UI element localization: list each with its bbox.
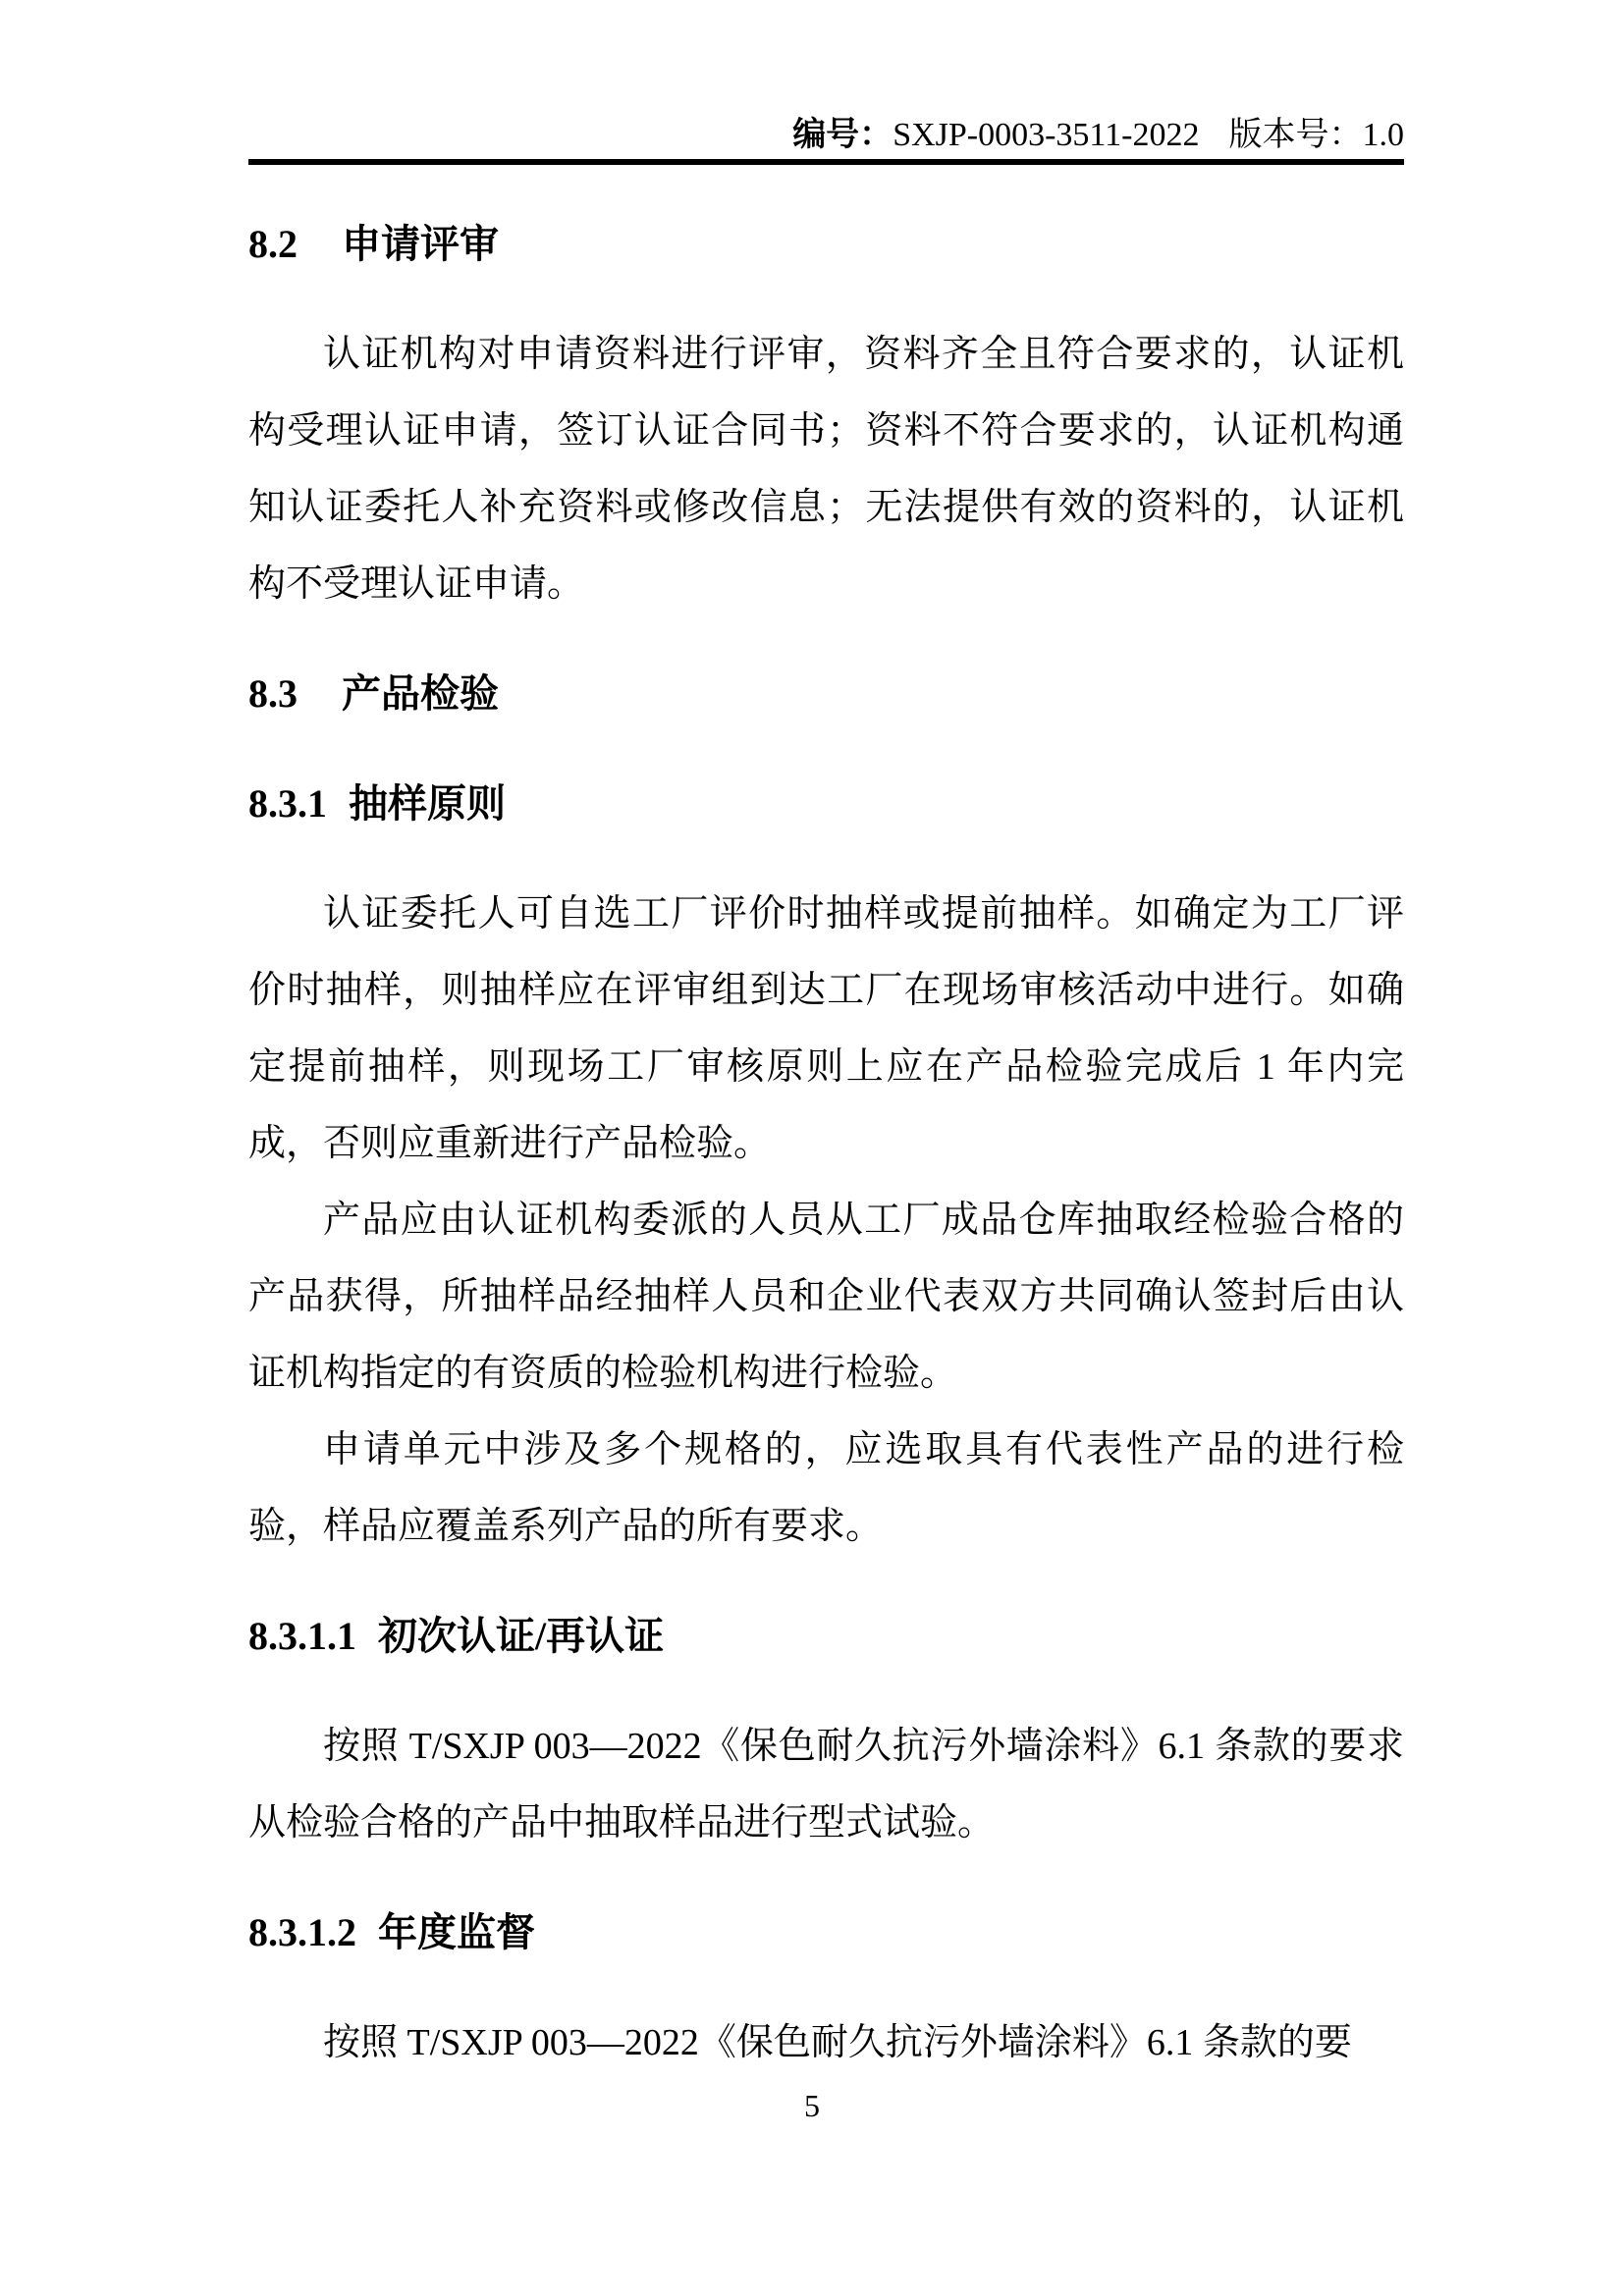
- paragraph-annual-supervision: 按照 T/SXJP 003—2022《保色耐久抗污外墙涂料》6.1 条款的要: [323, 2022, 1352, 2063]
- section-heading-8-3: [248, 656, 1404, 732]
- doc-number-label: 编号：: [792, 117, 893, 153]
- heading-number: 8.3: [248, 671, 298, 716]
- paragraph-sampling-principle-3: 申请单元中涉及多个规格的，应选取具有代表性产品的进行检验，样品应覆盖系列产品的所有要求。: [248, 1429, 1404, 1547]
- section-heading-8-2: [248, 206, 1404, 283]
- heading-title: 产品检验: [342, 671, 499, 716]
- heading-number: 8.3.1: [248, 781, 327, 826]
- heading-number: 8.3.1.1: [248, 1614, 356, 1658]
- doc-number-value: SXJP-0003-3511-2022: [893, 117, 1200, 153]
- heading-title: 抽样原则: [349, 781, 506, 826]
- heading-title: 初次认证/再认证: [378, 1614, 665, 1658]
- heading-title: 申请评审: [342, 222, 499, 266]
- section-heading-8-3-1-1: [248, 1598, 1404, 1675]
- section-heading-8-3-1-2: [248, 1895, 1404, 1971]
- header-divider-rule: [248, 159, 1404, 165]
- page-number: 5: [804, 2088, 820, 2123]
- version-label: 版本号：: [1228, 117, 1363, 153]
- heading-number: 8.3.1.2: [248, 1910, 356, 1954]
- heading-number: 8.2: [248, 222, 298, 266]
- paragraph-initial-certification: 按照 T/SXJP 003—2022《保色耐久抗污外墙涂料》6.1 条款的要求从检验合格的产品中抽取样品进行型式试验。: [248, 1726, 1405, 1843]
- version-value: 1.0: [1362, 117, 1404, 153]
- paragraph-application-review: 认证机构对申请资料进行评审，资料齐全且符合要求的，认证机构受理认证申请，签订认证合同书；资料不符合要求的，认证机构通知认证委托人补充资料或修改信息；无法提供有效的资料的，认证机构不受理认证申请。: [248, 334, 1404, 605]
- page-content: [248, 0, 1404, 2081]
- paragraph-sampling-principle-2: 产品应由认证机构委派的人员从工厂成品仓库抽取经检验合格的产品获得，所抽样品经抽样人员和企业代表双方共同确认签封后由认证机构指定的有资质的检验机构进行检验。: [248, 1200, 1404, 1394]
- page-header: [248, 116, 1404, 155]
- paragraph-sampling-principle-1: 认证委托人可自选工厂评价时抽样或提前抽样。如确定为工厂评价时抽样，则抽样应在评审组到达工厂在现场审核活动中进行。如确定提前抽样，则现场工厂审核原则上应在产品检验完成后 1 年内完成，否则应重新进行产品检验。: [248, 893, 1404, 1164]
- section-heading-8-3-1: [248, 766, 1404, 842]
- page-footer: [0, 2086, 1624, 2125]
- heading-title: 年度监督: [378, 1910, 535, 1954]
